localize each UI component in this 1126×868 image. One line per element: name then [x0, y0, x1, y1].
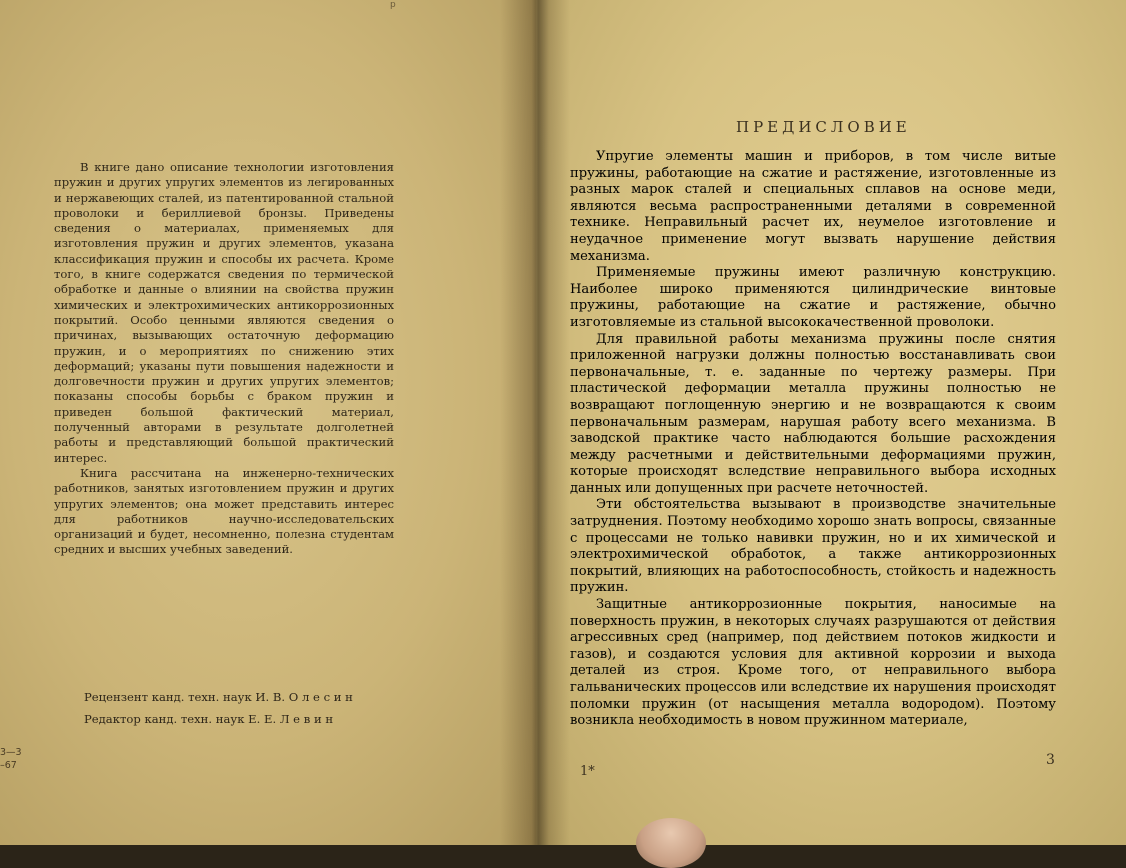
signature-mark: 1*	[580, 764, 595, 779]
reviewer-line: Рецензент канд. техн. наук И. В. О л е с и н	[84, 690, 353, 704]
top-text-fragment: р	[390, 0, 396, 10]
credits-block	[84, 686, 404, 730]
annotation-paragraph-1: В книге дано описание технологии изготовления пружин и других упругих элементов из легированных и нержавеющих сталей, из патентированной стальной проволоки и бериллиевой бронзы. Приведены сведения о материалах, применяемых для изготовления пружин и других элементов, указана классификация пружин и способы их расчета. Кроме того, в книге содержатся сведения по термической обработке и данные о влиянии на свойства пружин химических и электрохимических антикоррозионных покрытий. Особо ценными являются сведения о причинах, вызывающих остаточную деформацию пружин, и о мероприятиях по снижению этих деформаций; указаны пути повышения надежности и долговечности пружин и других упругих элементов; показаны способы борьбы с браком пружин и приведен большой фактический материал, полученный авторами в результате долголетней работы и представляющий большой практический интерес.	[54, 160, 394, 465]
edge-number-2: –67	[0, 760, 17, 771]
preface-paragraph-4: Эти обстоятельства вызывают в производстве значительные затруднения. Поэтому необходимо хорошо знать вопросы, связанные с процессами не только навивки пружин, но и их химической и электрохимической обработок, а также антикоррозионных покрытий, влияющих на работоспособность, стойкость и надежность пружин.	[570, 497, 1056, 596]
preface-paragraph-1: Упругие элементы машин и приборов, в том числе витые пружины, работающие на сжатие и растяжение, изготовленные из разных марок сталей и специальных сплавов на основе меди, являются весьма распространенными деталями в современной технике. Неправильный расчет их, неумелое изготовление и неудачное применение могут вызвать нарушение действия механизма.	[570, 149, 1056, 264]
preface-paragraph-2: Применяемые пружины имеют различную конструкцию. Наиболее широко применяются цилиндрические винтовые пружины, работающие на сжатие и растяжение, обычно изготовляемые из стальной высококачественной проволоки.	[570, 265, 1056, 330]
preface-text	[570, 149, 1056, 730]
annotation-block	[54, 160, 394, 558]
editor-line: Редактор канд. техн. наук Е. Е. Л е в и н	[84, 712, 334, 726]
edge-number-1: 3—3	[0, 747, 22, 758]
edge-numbers	[0, 746, 22, 772]
page-heading: ПРЕДИСЛОВИЕ	[736, 118, 911, 136]
page-number: 3	[1046, 752, 1055, 768]
preface-paragraph-5: Защитные антикоррозионные покрытия, наносимые на поверхность пружин, в некоторых случаях разрушаются от действия агрессивных сред (например, под действием потоков жидкости и газов), и создаются условия для активной коррозии и выхода деталей из строя. Кроме того, от неправильного выбора гальванических процессов или вследствие их нарушения происходят поломки пружин (от насыщения металла водородом). Поэтому возникла необходимость в новом пружинном материале,	[570, 597, 1056, 729]
thumb-holding-page	[636, 818, 706, 868]
annotation-paragraph-2: Книга рассчитана на инженерно-технических работников, занятых изготовлением пружин и других упругих элементов; она может представить интерес для работников научно-исследовательских организаций и будет, несомненно, полезна студентам средних и высших учебных заведений.	[54, 465, 394, 557]
preface-paragraph-3: Для правильной работы механизма пружины после снятия приложенной нагрузки должны полностью восстанавливать свои первоначальные, т. е. заданные по чертежу размеры. При пластической деформации металла пружины полностью не возвращают поглощенную энергию и не возвращаются к своим первоначальным размерам, нарушая работу всего механизма. В заводской практике часто наблюдаются большие расхождения между расчетными и действительными деформациями пружин, которые происходят вследствие неправильного выбора исходных данных или допущенных при расчете неточностей.	[570, 331, 1056, 496]
left-page	[0, 0, 540, 845]
